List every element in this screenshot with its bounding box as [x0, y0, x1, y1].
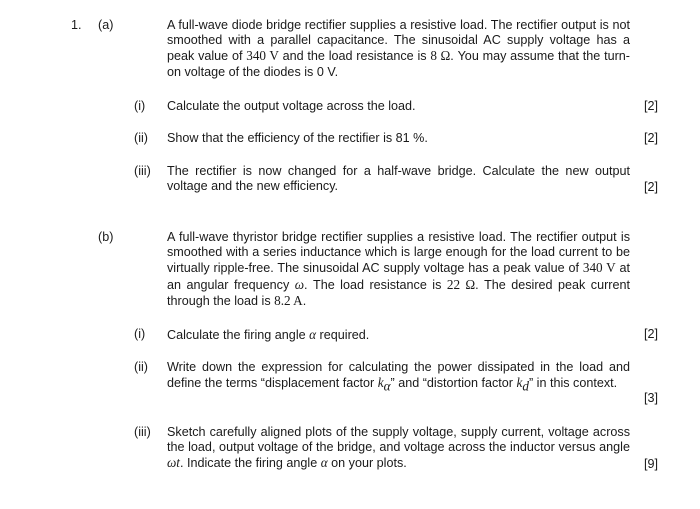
part-b-iii-text: Sketch carefully aligned plots of the supply voltage, supply current, voltage across the load, output voltage of the bridge, and voltage across the inductor versus angle ωt. Indicate the firing angle α on your plots.: [167, 425, 630, 471]
part-b-label: (b): [98, 230, 114, 244]
part-b-ii-text: Write down the expression for calculating the power dissipated in the load and define the terms “displacement factor $k_\alpha$” and “distortion factor $k_d$” in this context.: [167, 360, 630, 394]
part-a-label: (a): [98, 18, 114, 32]
question-number: 1.: [71, 18, 82, 32]
part-a-ii-text: Show that the efficiency of the rectifier is 81 %.: [167, 131, 428, 145]
part-a-i-marks: [2]: [643, 99, 658, 113]
part-b-ii-label: (ii): [134, 360, 148, 374]
part-a-iii-marks: [2]: [643, 180, 658, 194]
part-a-iii-text: The rectifier is now changed for a half-wave bridge. Calculate the new output voltage and the new efficiency.: [167, 164, 630, 194]
part-b-iii-marks: [9]: [643, 457, 658, 471]
part-a-iii-label: (iii): [134, 164, 151, 178]
part-b-i-text: Calculate the firing angle α required.: [167, 327, 370, 342]
part-b-iii-label: (iii): [134, 425, 151, 439]
part-a-i-label: (i): [134, 99, 146, 113]
part-b-intro: A full-wave thyristor bridge rectifier supplies a resistive load. The rectifier output is smoothed with a series inductance which is large enough for the load current to be virtually ripple-free. The sinusoidal AC supply voltage has a peak value of 340 V at an angular frequency ω. The load resistance is 22 Ω. The desired peak current through the load is 8.2 A.: [167, 230, 630, 308]
part-b-i-label: (i): [134, 327, 146, 341]
part-a-i-text: Calculate the output voltage across the load.: [167, 99, 416, 113]
part-a-ii-label: (ii): [134, 131, 148, 145]
part-b-i-marks: [2]: [643, 327, 658, 341]
part-b-ii-marks: [3]: [643, 391, 658, 405]
part-a-ii-marks: [2]: [643, 131, 658, 145]
part-a-intro: A full-wave diode bridge rectifier supplies a resistive load. The rectifier output is not smoothed with a parallel capacitance. The sinusoidal AC supply voltage has a peak value of 340 V and the load resistance is 8 Ω. You may assume that the turn-on voltage of the diodes is 0 V.: [167, 18, 630, 79]
